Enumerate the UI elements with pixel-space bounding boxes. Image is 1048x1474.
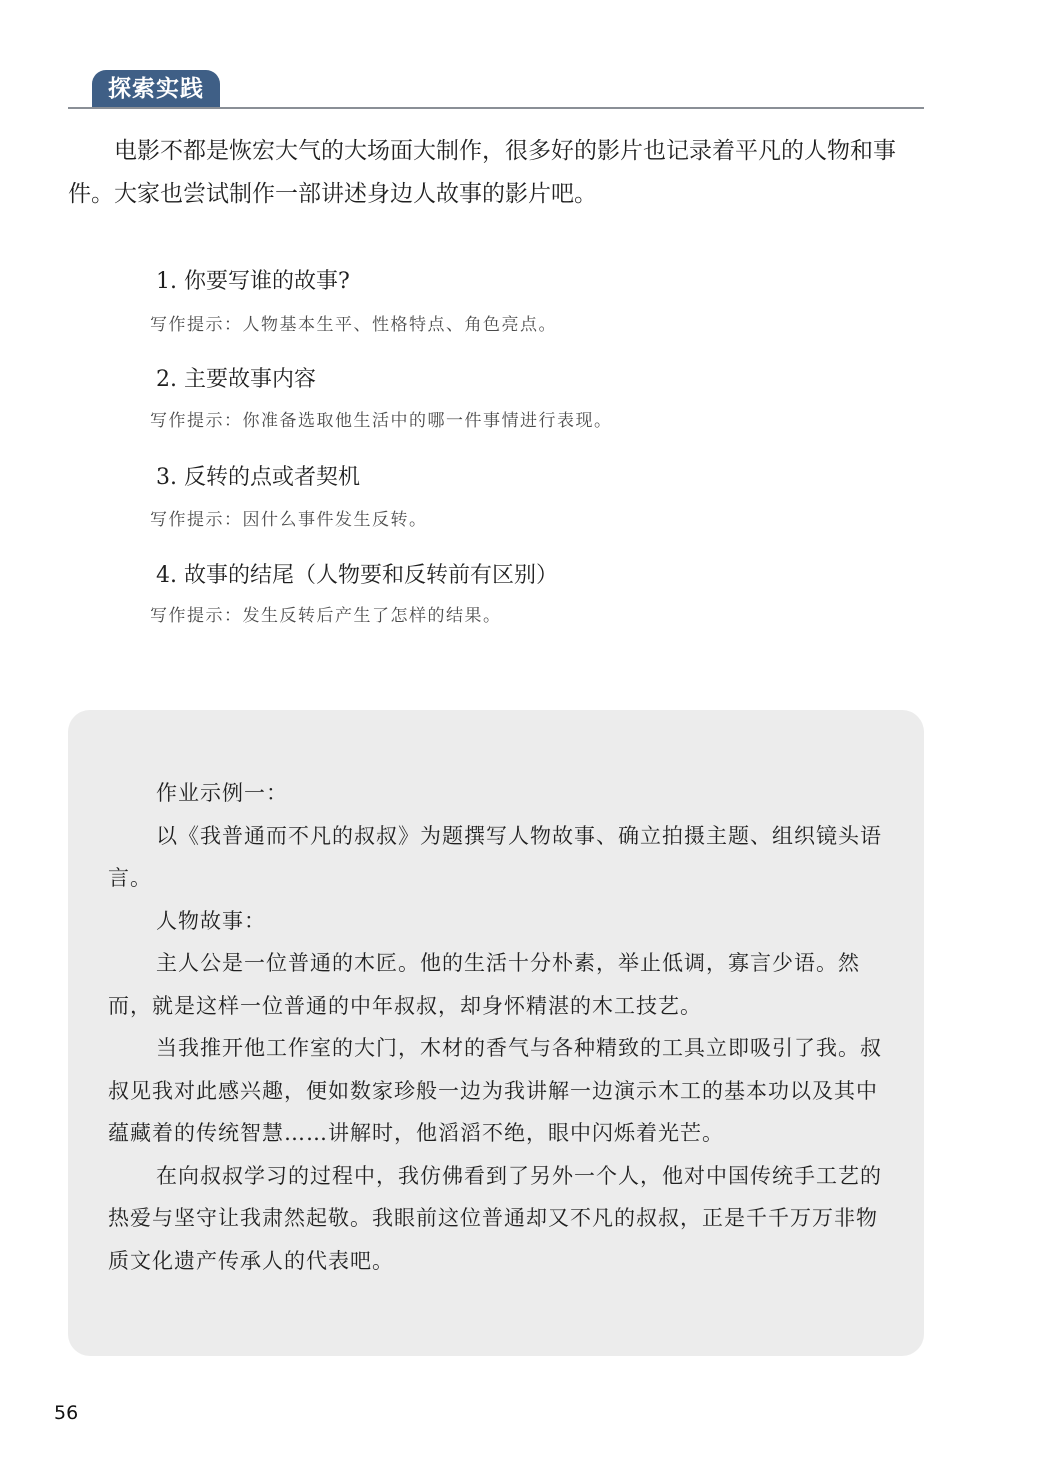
item-2-title: 2. 主要故事内容 [156, 367, 316, 392]
example-heading: 作业示例一： [156, 781, 288, 805]
item-2-hint: 写作提示：你准备选取他生活中的哪一件事情进行表现。 [150, 411, 613, 431]
page-number: 56 [54, 1402, 79, 1424]
item-4-title: 4. 故事的结尾（人物要和反转前有区别） [156, 563, 558, 588]
item-1-hint: 写作提示：人物基本生平、性格特点、角色亮点。 [150, 315, 557, 335]
intro-paragraph: 电影不都是恢宏大气的大场面大制作，很多好的影片也记录着平凡的人物和事件。大家也尝试制作一部讲述身边人故事的影片吧。 [68, 138, 896, 207]
example-paragraph: 在向叔叔学习的过程中，我仿佛看到了另外一个人，他对中国传统手工艺的热爱与坚守让我肃然起敬。我眼前这位普通却又不凡的叔叔，正是千千万万非物质文化遗产传承人的代表吧。 [108, 1163, 882, 1273]
section-tab: 探索实践 [92, 70, 220, 108]
item-3-title: 3. 反转的点或者契机 [156, 465, 360, 490]
item-1-title: 1. 你要写谁的故事? [156, 269, 350, 294]
header-divider [68, 107, 924, 109]
example-paragraph: 以《我普通而不凡的叔叔》为题撰写人物故事、确立拍摄主题、组织镜头语言。 [108, 823, 882, 890]
example-paragraph: 主人公是一位普通的木匠。他的生活十分朴素，举止低调，寡言少语。然而，就是这样一位普通的中年叔叔，却身怀精湛的木工技艺。 [108, 951, 860, 1018]
example-subheading: 人物故事： [156, 908, 266, 933]
item-4-hint: 写作提示：发生反转后产生了怎样的结果。 [150, 606, 502, 626]
example-paragraph: 当我推开他工作室的大门，木材的香气与各种精致的工具立即吸引了我。叔叔见我对此感兴趣，便如数家珍般一边为我讲解一边演示木工的基本功以及其中蕴藏着的传统智慧……讲解时，他滔滔不绝，眼中闪烁着光芒。 [108, 1036, 882, 1145]
item-3-hint: 写作提示：因什么事件发生反转。 [150, 510, 428, 530]
example-content [108, 772, 888, 1282]
